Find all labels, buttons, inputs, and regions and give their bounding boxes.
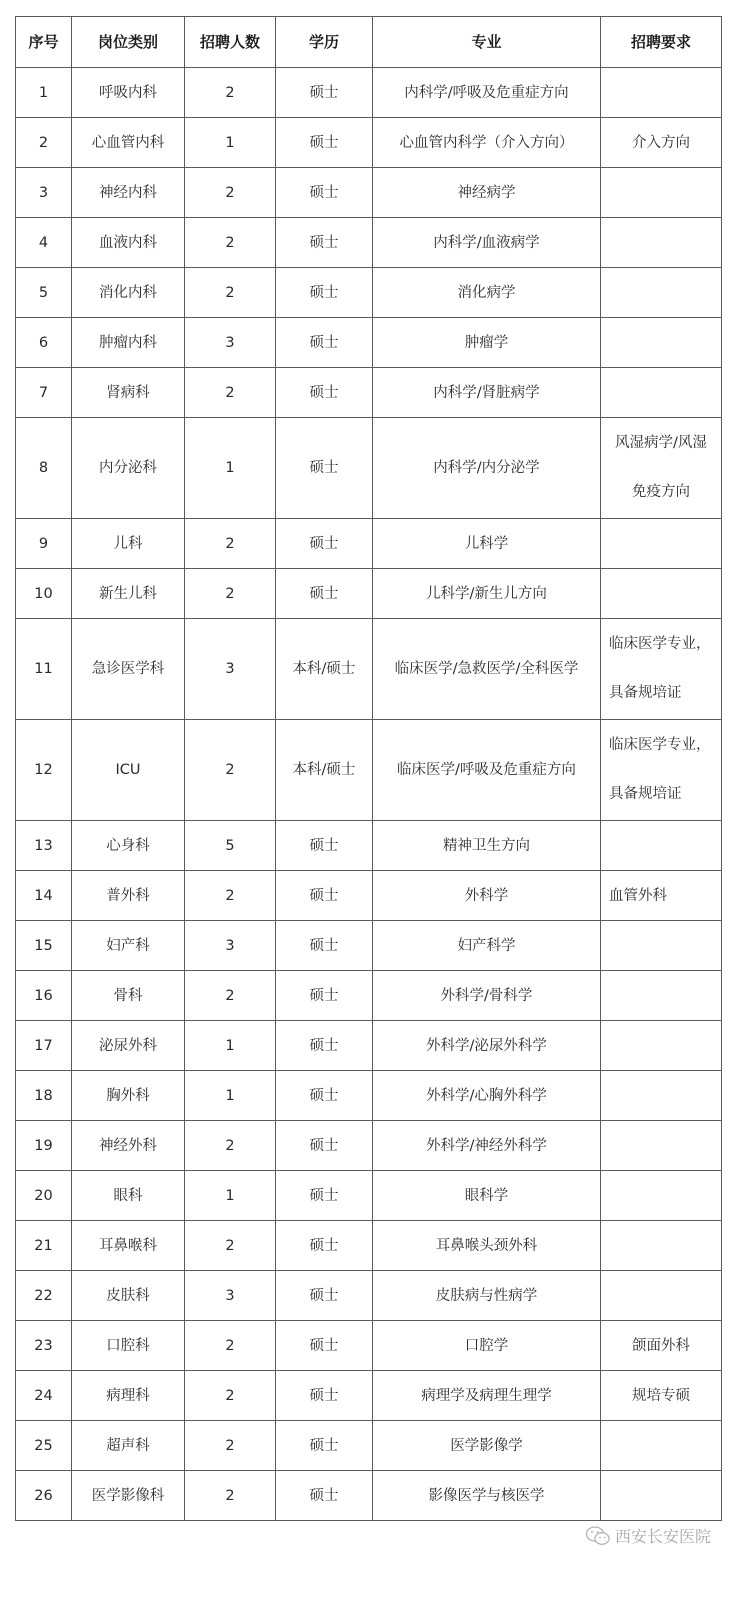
- requirement-line: 颌面外科: [632, 1337, 690, 1354]
- cell-major: 内科学/肾脏病学: [373, 368, 601, 418]
- table-row: [16, 168, 722, 218]
- table-row: [16, 418, 722, 519]
- cell-position-category: 急诊医学科: [72, 619, 185, 720]
- header-position-category: 岗位类别: [72, 17, 185, 68]
- table-row: [16, 971, 722, 1021]
- cell-education: 硕士: [276, 1321, 373, 1371]
- cell-major: 皮肤病与性病学: [373, 1271, 601, 1321]
- table-row: [16, 368, 722, 418]
- cell-serial-number: 22: [16, 1271, 72, 1321]
- cell-position-category: 新生儿科: [72, 569, 185, 619]
- cell-requirement: [601, 1321, 722, 1371]
- cell-requirement: [601, 569, 722, 619]
- recruitment-table: [15, 16, 722, 1521]
- cell-position-category: 妇产科: [72, 921, 185, 971]
- cell-position-category: 耳鼻喉科: [72, 1221, 185, 1271]
- cell-requirement: [601, 68, 722, 118]
- cell-education: 硕士: [276, 1171, 373, 1221]
- cell-education: 硕士: [276, 1471, 373, 1521]
- cell-major: 口腔学: [373, 1321, 601, 1371]
- header-recruit-count: 招聘人数: [185, 17, 276, 68]
- cell-education: 硕士: [276, 368, 373, 418]
- cell-education: 硕士: [276, 1121, 373, 1171]
- cell-serial-number: 5: [16, 268, 72, 318]
- table-row: [16, 1171, 722, 1221]
- cell-major: 临床医学/呼吸及危重症方向: [373, 720, 601, 821]
- table-row: [16, 1221, 722, 1271]
- cell-recruit-count: 2: [185, 569, 276, 619]
- cell-recruit-count: 1: [185, 1171, 276, 1221]
- cell-education: 硕士: [276, 118, 373, 168]
- cell-position-category: 肾病科: [72, 368, 185, 418]
- header-requirement: 招聘要求: [601, 17, 722, 68]
- cell-recruit-count: 3: [185, 318, 276, 368]
- cell-requirement: [601, 1021, 722, 1071]
- cell-serial-number: 25: [16, 1421, 72, 1471]
- cell-position-category: 普外科: [72, 871, 185, 921]
- cell-serial-number: 1: [16, 68, 72, 118]
- requirement-line: 介入方向: [632, 134, 690, 151]
- cell-requirement: [601, 519, 722, 569]
- table-row: [16, 68, 722, 118]
- cell-major: 儿科学: [373, 519, 601, 569]
- cell-recruit-count: 2: [185, 1121, 276, 1171]
- cell-serial-number: 7: [16, 368, 72, 418]
- cell-requirement: [601, 168, 722, 218]
- cell-education: 硕士: [276, 1071, 373, 1121]
- cell-education: 硕士: [276, 1371, 373, 1421]
- cell-position-category: 胸外科: [72, 1071, 185, 1121]
- cell-education: 硕士: [276, 821, 373, 871]
- requirement-line: 风湿病学/风湿: [615, 435, 707, 451]
- cell-serial-number: 8: [16, 418, 72, 519]
- cell-major: 眼科学: [373, 1171, 601, 1221]
- cell-requirement: [601, 971, 722, 1021]
- cell-major: 外科学: [373, 871, 601, 921]
- cell-education: 本科/硕士: [276, 720, 373, 821]
- requirement-line: 规培专硕: [632, 1387, 690, 1404]
- cell-major: 神经病学: [373, 168, 601, 218]
- cell-requirement: [601, 318, 722, 368]
- cell-recruit-count: 2: [185, 1221, 276, 1271]
- table-row: [16, 1071, 722, 1121]
- cell-position-category: 心血管内科: [72, 118, 185, 168]
- cell-position-category: 呼吸内科: [72, 68, 185, 118]
- cell-major: 医学影像学: [373, 1421, 601, 1471]
- cell-recruit-count: 3: [185, 921, 276, 971]
- cell-serial-number: 24: [16, 1371, 72, 1421]
- cell-serial-number: 2: [16, 118, 72, 168]
- wechat-icon: [585, 1525, 611, 1547]
- table-row: [16, 619, 722, 720]
- cell-recruit-count: 2: [185, 268, 276, 318]
- cell-education: 硕士: [276, 268, 373, 318]
- cell-position-category: 病理科: [72, 1371, 185, 1421]
- cell-serial-number: 9: [16, 519, 72, 569]
- cell-position-category: 泌尿外科: [72, 1021, 185, 1071]
- cell-position-category: 消化内科: [72, 268, 185, 318]
- table-body: [16, 68, 722, 1521]
- table-row: [16, 218, 722, 268]
- cell-serial-number: 4: [16, 218, 72, 268]
- cell-serial-number: 15: [16, 921, 72, 971]
- cell-major: 外科学/骨科学: [373, 971, 601, 1021]
- cell-education: 硕士: [276, 1271, 373, 1321]
- table-row: [16, 1271, 722, 1321]
- header-education: 学历: [276, 17, 373, 68]
- cell-recruit-count: 2: [185, 1321, 276, 1371]
- cell-major: 外科学/泌尿外科学: [373, 1021, 601, 1071]
- cell-requirement: [601, 118, 722, 168]
- requirement-line: 临床医学专业，: [609, 636, 711, 652]
- cell-serial-number: 23: [16, 1321, 72, 1371]
- cell-position-category: 血液内科: [72, 218, 185, 268]
- table-row: [16, 268, 722, 318]
- requirement-line: 具备规培证: [609, 786, 682, 802]
- watermark-text: 西安长安医院: [615, 1527, 712, 1546]
- cell-education: 硕士: [276, 871, 373, 921]
- cell-education: 硕士: [276, 569, 373, 619]
- cell-major: 影像医学与核医学: [373, 1471, 601, 1521]
- cell-major: 外科学/神经外科学: [373, 1121, 601, 1171]
- cell-requirement: [601, 921, 722, 971]
- cell-serial-number: 3: [16, 168, 72, 218]
- table-row: [16, 1121, 722, 1171]
- cell-serial-number: 13: [16, 821, 72, 871]
- cell-position-category: 儿科: [72, 519, 185, 569]
- cell-requirement: [601, 720, 722, 821]
- cell-recruit-count: 2: [185, 1371, 276, 1421]
- recruitment-table-container: [15, 16, 721, 1521]
- cell-position-category: 神经内科: [72, 168, 185, 218]
- requirement-line: 具备规培证: [609, 685, 682, 701]
- cell-education: 硕士: [276, 418, 373, 519]
- cell-recruit-count: 2: [185, 68, 276, 118]
- table-row: [16, 519, 722, 569]
- cell-requirement: [601, 218, 722, 268]
- cell-education: 硕士: [276, 168, 373, 218]
- table-row: [16, 318, 722, 368]
- cell-recruit-count: 2: [185, 368, 276, 418]
- cell-requirement: [601, 619, 722, 720]
- cell-recruit-count: 1: [185, 118, 276, 168]
- watermark: [585, 1524, 711, 1547]
- cell-requirement: [601, 268, 722, 318]
- table-row: [16, 569, 722, 619]
- cell-serial-number: 12: [16, 720, 72, 821]
- table-row: [16, 720, 722, 821]
- table-row: [16, 1371, 722, 1421]
- cell-education: 硕士: [276, 921, 373, 971]
- cell-requirement: [601, 368, 722, 418]
- cell-recruit-count: 2: [185, 168, 276, 218]
- cell-recruit-count: 2: [185, 218, 276, 268]
- cell-serial-number: 19: [16, 1121, 72, 1171]
- cell-position-category: 神经外科: [72, 1121, 185, 1171]
- cell-major: 心血管内科学（介入方向）: [373, 118, 601, 168]
- cell-major: 儿科学/新生儿方向: [373, 569, 601, 619]
- table-row: [16, 821, 722, 871]
- table-row: [16, 118, 722, 168]
- cell-education: 本科/硕士: [276, 619, 373, 720]
- cell-recruit-count: 2: [185, 1471, 276, 1521]
- cell-recruit-count: 1: [185, 1021, 276, 1071]
- cell-requirement: [601, 871, 722, 921]
- table-row: [16, 871, 722, 921]
- table-row: [16, 1021, 722, 1071]
- cell-recruit-count: 2: [185, 720, 276, 821]
- cell-recruit-count: 2: [185, 519, 276, 569]
- cell-requirement: [601, 821, 722, 871]
- cell-position-category: 肿瘤内科: [72, 318, 185, 368]
- cell-position-category: 骨科: [72, 971, 185, 1021]
- cell-recruit-count: 1: [185, 1071, 276, 1121]
- cell-requirement: [601, 1471, 722, 1521]
- cell-serial-number: 18: [16, 1071, 72, 1121]
- cell-recruit-count: 5: [185, 821, 276, 871]
- cell-requirement: [601, 1071, 722, 1121]
- cell-serial-number: 11: [16, 619, 72, 720]
- table-row: [16, 1471, 722, 1521]
- cell-requirement: [601, 1371, 722, 1421]
- cell-major: 病理学及病理生理学: [373, 1371, 601, 1421]
- requirement-line: 临床医学专业，: [609, 737, 711, 753]
- header-serial-number: 序号: [16, 17, 72, 68]
- cell-recruit-count: 1: [185, 418, 276, 519]
- cell-serial-number: 20: [16, 1171, 72, 1221]
- cell-position-category: 皮肤科: [72, 1271, 185, 1321]
- cell-recruit-count: 3: [185, 1271, 276, 1321]
- cell-requirement: [601, 1121, 722, 1171]
- cell-education: 硕士: [276, 1221, 373, 1271]
- cell-recruit-count: 3: [185, 619, 276, 720]
- cell-requirement: [601, 1171, 722, 1221]
- cell-major: 内科学/血液病学: [373, 218, 601, 268]
- table-row: [16, 921, 722, 971]
- cell-major: 内科学/内分泌学: [373, 418, 601, 519]
- cell-serial-number: 6: [16, 318, 72, 368]
- cell-education: 硕士: [276, 1421, 373, 1471]
- cell-serial-number: 21: [16, 1221, 72, 1271]
- cell-education: 硕士: [276, 1021, 373, 1071]
- cell-education: 硕士: [276, 318, 373, 368]
- requirement-line: 血管外科: [609, 887, 667, 904]
- cell-position-category: 眼科: [72, 1171, 185, 1221]
- cell-education: 硕士: [276, 971, 373, 1021]
- cell-major: 妇产科学: [373, 921, 601, 971]
- cell-requirement: [601, 1221, 722, 1271]
- cell-recruit-count: 2: [185, 871, 276, 921]
- cell-major: 消化病学: [373, 268, 601, 318]
- cell-position-category: 医学影像科: [72, 1471, 185, 1521]
- cell-major: 耳鼻喉头颈外科: [373, 1221, 601, 1271]
- cell-education: 硕士: [276, 218, 373, 268]
- cell-serial-number: 26: [16, 1471, 72, 1521]
- cell-requirement: [601, 418, 722, 519]
- table-row: [16, 1421, 722, 1471]
- requirement-line: 免疫方向: [632, 484, 690, 500]
- table-row: [16, 1321, 722, 1371]
- cell-position-category: 口腔科: [72, 1321, 185, 1371]
- cell-serial-number: 10: [16, 569, 72, 619]
- cell-recruit-count: 2: [185, 1421, 276, 1471]
- cell-serial-number: 17: [16, 1021, 72, 1071]
- cell-requirement: [601, 1271, 722, 1321]
- cell-education: 硕士: [276, 68, 373, 118]
- cell-education: 硕士: [276, 519, 373, 569]
- cell-serial-number: 16: [16, 971, 72, 1021]
- cell-major: 外科学/心胸外科学: [373, 1071, 601, 1121]
- cell-major: 精神卫生方向: [373, 821, 601, 871]
- cell-serial-number: 14: [16, 871, 72, 921]
- cell-major: 内科学/呼吸及危重症方向: [373, 68, 601, 118]
- cell-position-category: 心身科: [72, 821, 185, 871]
- header-major: 专业: [373, 17, 601, 68]
- cell-position-category: 内分泌科: [72, 418, 185, 519]
- cell-major: 临床医学/急救医学/全科医学: [373, 619, 601, 720]
- cell-requirement: [601, 1421, 722, 1471]
- cell-recruit-count: 2: [185, 971, 276, 1021]
- cell-position-category: ICU: [72, 720, 185, 821]
- table-header-row: [16, 17, 722, 68]
- cell-major: 肿瘤学: [373, 318, 601, 368]
- cell-position-category: 超声科: [72, 1421, 185, 1471]
